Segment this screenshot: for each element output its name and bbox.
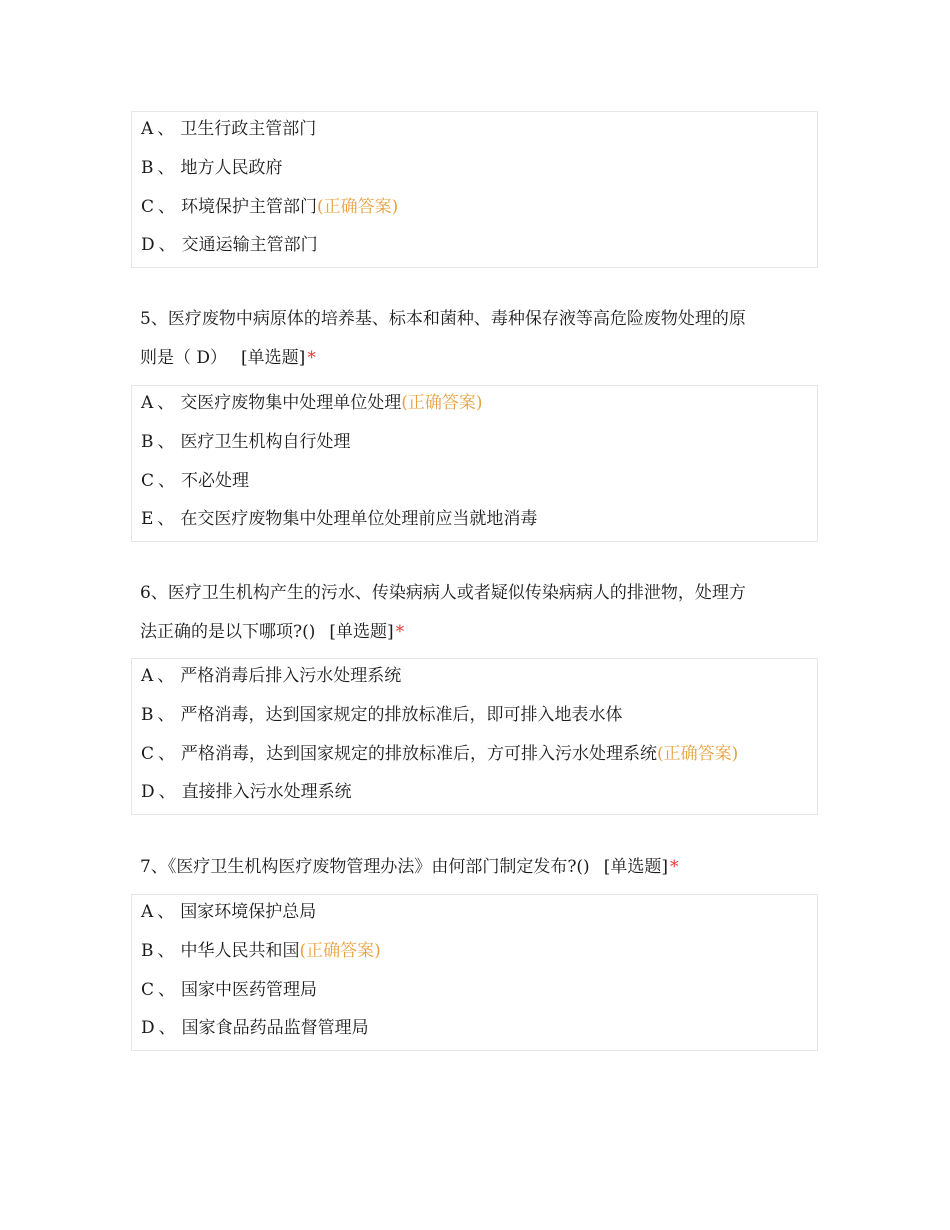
option-text: 国家食品药品监督管理局 <box>181 1018 369 1038</box>
question-type: [单选题] <box>603 857 668 877</box>
option-letter: A <box>141 902 154 922</box>
q5-option-a[interactable]: A 、 交医疗废物集中处理单位处理(正确答案) <box>141 393 483 413</box>
question-text: 法正确的是以下哪项?() <box>140 622 316 642</box>
question-text-line1: 6、医疗卫生机构产生的污水、传染病病人或者疑似传染病病人的排泄物，处理方 <box>140 583 746 603</box>
option-letter: B <box>141 705 154 725</box>
question-text-line2 <box>140 613 810 652</box>
q5-option-b[interactable]: B 、 医疗卫生机构自行处理 <box>141 432 351 452</box>
question-text: 7、《医疗卫生机构医疗废物管理办法》由何部门制定发布?() <box>140 857 590 877</box>
option-letter: C <box>141 744 155 764</box>
correct-answer-mark: (正确答案) <box>657 744 739 764</box>
option-text: 严格消毒，达到国家规定的排放标准后，方可排入污水处理系统 <box>181 744 658 764</box>
option-text: 地方人民政府 <box>180 158 283 178</box>
option-letter: A <box>141 393 154 413</box>
q5-option-c[interactable]: C 、 不必处理 <box>141 471 250 491</box>
q6-option-c[interactable]: C 、 严格消毒，达到国家规定的排放标准后，方可排入污水处理系统(正确答案) <box>141 744 739 764</box>
option-letter: A <box>141 666 154 686</box>
q7-option-a[interactable]: A 、 国家环境保护总局 <box>141 902 317 922</box>
q7-options <box>131 894 818 1051</box>
option-text: 严格消毒后排入污水处理系统 <box>180 666 402 686</box>
q6-option-b[interactable]: B 、 严格消毒，达到国家规定的排放标准后，即可排入地表水体 <box>141 705 623 725</box>
question-text-line1: 5、医疗废物中病原体的培养基、标本和菌种、毒种保存液等高危险废物处理的原 <box>140 309 746 329</box>
correct-answer-mark: (正确答案) <box>401 393 483 413</box>
option-text: 国家中医药管理局 <box>181 980 318 1000</box>
option-text: 交通运输主管部门 <box>181 235 318 255</box>
q6-question <box>140 574 810 652</box>
option-text: 卫生行政主管部门 <box>180 119 317 139</box>
option-text: 不必处理 <box>181 471 250 491</box>
question-text-line2 <box>140 339 810 378</box>
option-text: 在交医疗废物集中处理单位处理前应当就地消毒 <box>180 509 538 529</box>
q4-option-c[interactable]: C 、 环境保护主管部门(正确答案) <box>141 197 399 217</box>
question-type: [单选题] <box>241 348 306 368</box>
option-letter: D <box>141 1018 155 1038</box>
q5-options <box>131 385 818 542</box>
required-mark: * <box>395 622 405 642</box>
correct-answer-mark: (正确答案) <box>299 941 381 961</box>
q6-option-a[interactable]: A 、 严格消毒后排入污水处理系统 <box>141 666 402 686</box>
q4-options <box>131 111 818 268</box>
option-letter: C <box>141 980 155 1000</box>
option-letter: C <box>141 471 155 491</box>
q5-question <box>140 300 810 378</box>
option-text: 直接排入污水处理系统 <box>181 782 352 802</box>
option-letter: D <box>141 782 155 802</box>
correct-answer-mark: (正确答案) <box>317 197 399 217</box>
option-letter: B <box>141 158 154 178</box>
option-letter: B <box>141 432 154 452</box>
option-text: 严格消毒，达到国家规定的排放标准后，即可排入地表水体 <box>180 705 623 725</box>
question-text-line1 <box>140 848 810 887</box>
option-letter: D <box>141 235 155 255</box>
option-letter: E <box>141 509 154 529</box>
option-text: 医疗卫生机构自行处理 <box>180 432 351 452</box>
required-mark: * <box>307 348 316 368</box>
option-text: 环境保护主管部门 <box>181 197 318 217</box>
q4-option-a[interactable]: A 、 卫生行政主管部门 <box>141 119 317 139</box>
q6-options <box>131 658 818 815</box>
question-text: 则是（ D） <box>140 348 228 368</box>
q7-option-d[interactable]: D 、 国家食品药品监督管理局 <box>141 1018 369 1038</box>
q4-option-d[interactable]: D 、 交通运输主管部门 <box>141 235 318 255</box>
q7-option-b[interactable]: B 、 中华人民共和国(正确答案) <box>141 941 381 961</box>
option-text: 中华人民共和国 <box>180 941 300 961</box>
q5-option-e[interactable]: E 、 在交医疗废物集中处理单位处理前应当就地消毒 <box>141 509 538 529</box>
option-text: 交医疗废物集中处理单位处理 <box>180 393 402 413</box>
q6-option-d[interactable]: D 、 直接排入污水处理系统 <box>141 782 352 802</box>
q7-option-c[interactable]: C 、 国家中医药管理局 <box>141 980 318 1000</box>
option-letter: A <box>141 119 154 139</box>
option-letter: B <box>141 941 154 961</box>
option-letter: C <box>141 197 155 217</box>
q4-option-b[interactable]: B 、 地方人民政府 <box>141 158 283 178</box>
required-mark: * <box>669 857 679 877</box>
q7-question <box>140 848 810 887</box>
option-text: 国家环境保护总局 <box>180 902 317 922</box>
question-type: [单选题] <box>329 622 394 642</box>
